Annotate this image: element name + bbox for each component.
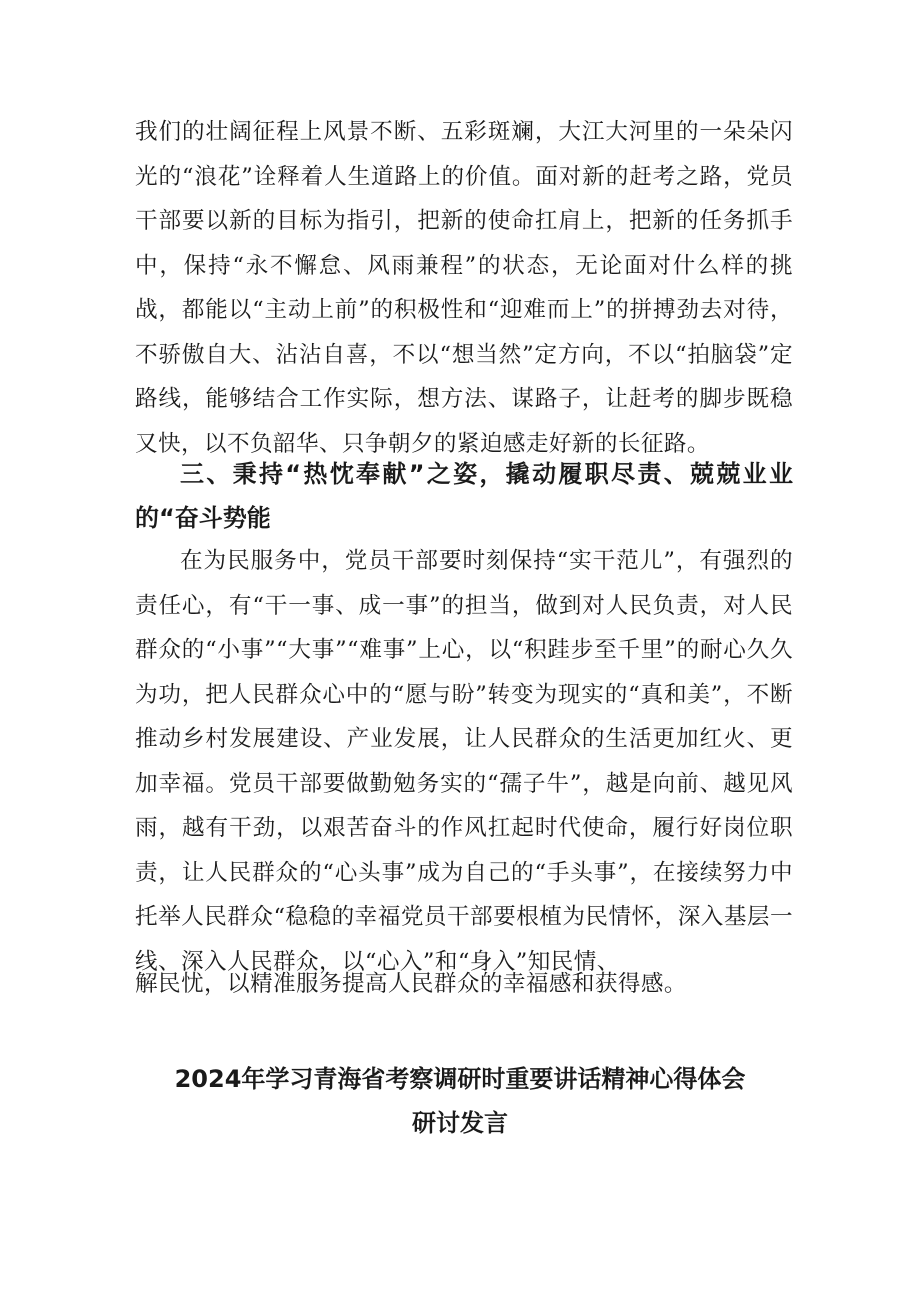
next-document-title: 2024年学习青海省考察调研时重要讲话精神心得体会 bbox=[174, 1065, 746, 1093]
next-document-subtitle: 研讨发言 bbox=[412, 1109, 508, 1137]
body-paragraph-2: 在为民服务中，党员干部要时刻保持“实干范儿”，有强烈的责任心，有“干一事、成一事”的担当，做到对人民负责，对人民群众的“小事”“大事”“难事”上心，以“积跬步至千里”的耐心久久为功，把人民群众心中的“愿与盼”转变为现实的“真和美”，不断推动乡村发展建设、产业发展，让人民群众的生活更加红火、更加幸福。党员干部要做勤勉务实的“孺子牛”，越是向前、越见风雨，越有干劲，以艰苦奋斗的作风扛起时代使命，履行好岗位职责，让人民群众的“心头事”成为自己的“手头事”，在接续努力中托举人民群众“稳稳的幸福党员干部要根植为民情怀，深入基层一线、深入人民群众，以“心入”和“身入”知民情、 bbox=[135, 548, 793, 975]
body-paragraph-2-tail: 解民忧，以精准服务提高人民群众的幸福感和获得感。 bbox=[135, 971, 687, 997]
section-heading-3: 三、秉持“热忱奉献”之姿，撬动履职尽责、兢兢业业的“奋斗势能 bbox=[135, 460, 793, 532]
body-paragraph-1: 我们的壮阔征程上风景不断、五彩斑斓，大江大河里的一朵朵闪光的“浪花”诠释着人生道路上的价值。面对新的赶考之路，党员干部要以新的目标为指引，把新的使命扛肩上，把新的任务抓手中，保持“永不懈怠、风雨兼程”的状态，无论面对什么样的挑战，都能以“主动上前”的积极性和“迎难而上”的拼搏劲去对待，不骄傲自大、沾沾自喜，不以“想当然”定方向，不以“拍脑袋”定路线，能够结合工作实际，想方法、谋路子，让赶考的脚步既稳又快，以不负韶华、只争朝夕的紧迫感走好新的长征路。 bbox=[135, 119, 793, 457]
